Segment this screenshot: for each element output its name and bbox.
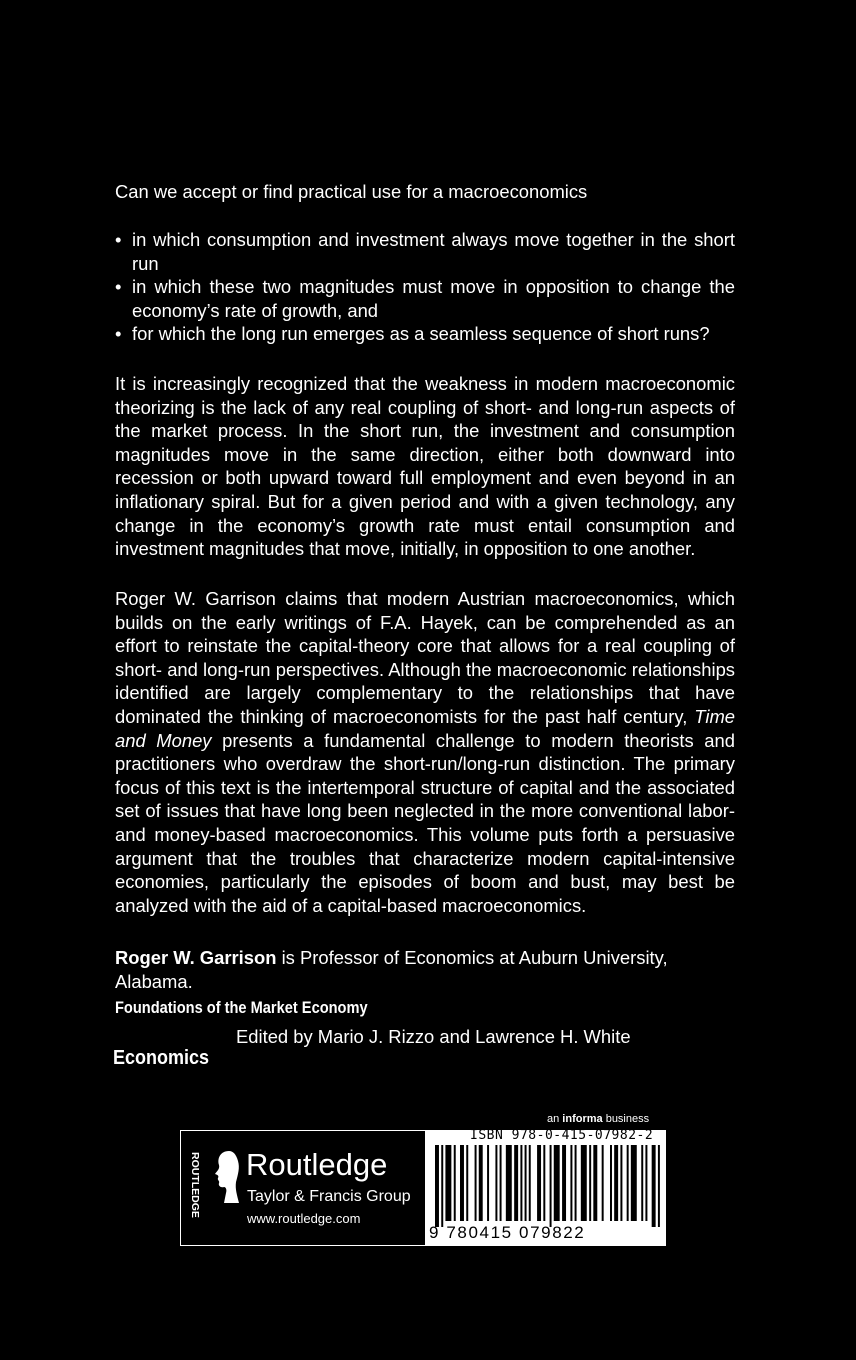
barcode-number: 9 780415 079822	[429, 1223, 586, 1242]
barcode-bar	[514, 1145, 518, 1221]
barcode-bar	[543, 1145, 545, 1221]
informa-prefix: an	[547, 1113, 563, 1125]
barcode-bar	[554, 1145, 560, 1221]
bullet-item	[115, 322, 735, 346]
barcode-bar	[641, 1145, 643, 1221]
bullet-dot-icon: •	[115, 276, 122, 298]
publisher-url: www.routledge.com	[247, 1211, 361, 1226]
author-name: Roger W. Garrison	[115, 947, 277, 968]
series-title: Foundations of the Market Economy	[115, 998, 368, 1017]
barcode-bar	[487, 1145, 489, 1221]
series-editors: Edited by Mario J. Rizzo and Lawrence H. White	[236, 1026, 631, 1047]
barcode-bar	[520, 1145, 522, 1221]
barcode-bar	[652, 1145, 656, 1227]
barcode-bar	[460, 1145, 464, 1221]
barcode-bar	[658, 1145, 660, 1227]
barcode-bar	[645, 1145, 647, 1221]
barcode-bar	[620, 1145, 622, 1221]
barcode-bar	[589, 1145, 591, 1221]
barcode-bar	[479, 1145, 483, 1221]
author-bio-text: is Professor of Economics at Auburn University, Alabama.	[115, 947, 668, 992]
description-paragraph-2	[115, 587, 735, 917]
barcode-bar	[475, 1145, 477, 1221]
barcode-bar	[614, 1145, 618, 1221]
barcode-bar	[454, 1145, 456, 1221]
informa-suffix: business	[602, 1113, 650, 1125]
barcode-bar	[435, 1145, 439, 1227]
barcode-bar	[506, 1145, 512, 1221]
bullet-text: for which the long run emerges as a seamless sequence of short runs?	[132, 323, 710, 345]
barcode-bar	[525, 1145, 527, 1221]
barcode-bar	[575, 1145, 577, 1221]
barcode-bar	[550, 1145, 552, 1227]
informa-bold: informa	[562, 1113, 603, 1125]
bullet-text: in which consumption and investment always move together in the short run	[132, 229, 735, 274]
book-title-italic: Time and Money	[115, 705, 735, 751]
barcode-icon	[435, 1145, 660, 1227]
intro-question: Can we accept or find practical use for a macroeconomics	[115, 181, 588, 202]
publisher-name: Routledge	[246, 1147, 388, 1182]
barcode-bar	[593, 1145, 597, 1221]
bullet-dot-icon: •	[115, 229, 122, 250]
barcode-bar	[466, 1145, 468, 1221]
barcode-bar	[562, 1145, 566, 1221]
routledge-vertical-text: ROUTLEDGE	[189, 1152, 201, 1218]
isbn-label: ISBN 978-0-415-07982-2	[470, 1128, 654, 1143]
author-bio	[115, 946, 735, 993]
barcode-bar	[445, 1145, 451, 1221]
publisher-group: Taylor & Francis Group	[247, 1188, 411, 1205]
barcode-bar	[602, 1145, 604, 1221]
bullet-dot-icon: •	[115, 323, 122, 345]
routledge-bust-icon	[212, 1147, 242, 1207]
barcode-bar	[570, 1145, 572, 1221]
barcode-bar	[631, 1145, 637, 1221]
barcode-bar	[500, 1145, 502, 1221]
barcode-bar	[537, 1145, 541, 1221]
bullet-list	[115, 228, 735, 346]
barcode-bar	[441, 1145, 443, 1227]
description-paragraph-1: It is increasingly recognized that the weakness in modern macroeconomic theorizing is the lack of any real coupling of short- and long-run aspects of the market process. In the short run, the investment and consumption magnitudes move in the same direction, either both downward into recession or both upward toward full employment and even beyond in an inflationary spiral. But for a given period and with a given technology, any change in the economy’s growth rate must entail consumption and investment magnitudes that move, initially, in opposition to one another.	[115, 373, 735, 560]
bullet-text: in which these two magnitudes must move in opposition to change the economy’s rate of growth, and	[132, 276, 735, 321]
barcode-bar	[581, 1145, 587, 1221]
bullet-item	[115, 275, 735, 322]
bullet-item	[115, 228, 735, 275]
paragraph-2-text-a: Roger W. Garrison claims that modern Austrian macroeconomics, which builds on the early writings of F.A. Hayek, can be comprehended as an effort to reinstate the capital-theory core that allows for a real coupling of short- and long-run perspectives. Although the macroeconomic relationships identified are largely complementary to the relationships that have dominated the thinking of macroeconomists for the past half century,	[115, 588, 735, 727]
informa-tagline	[547, 1113, 649, 1125]
barcode-bar	[610, 1145, 612, 1221]
barcode-bar	[627, 1145, 629, 1221]
routledge-vertical-logo	[188, 1150, 212, 1228]
barcode-bar	[529, 1145, 531, 1221]
paragraph-2-text-b: presents a fundamental challenge to modern theorists and practitioners who overdraw the short-run/long-run distinction. The primary focus of this text is the intertemporal structure of capital and the associated set of issues that have long been neglected in the more conventional labor- and money-based macroeconomics. This volume puts forth a persuasive argument that the troubles that characterize modern capital-intensive economies, particularly the episodes of boom and bust, may best be analyzed with the aid of a capital-based macroeconomics.	[115, 729, 735, 916]
barcode-bar	[495, 1145, 497, 1221]
subject-category: Economics	[113, 1047, 210, 1069]
